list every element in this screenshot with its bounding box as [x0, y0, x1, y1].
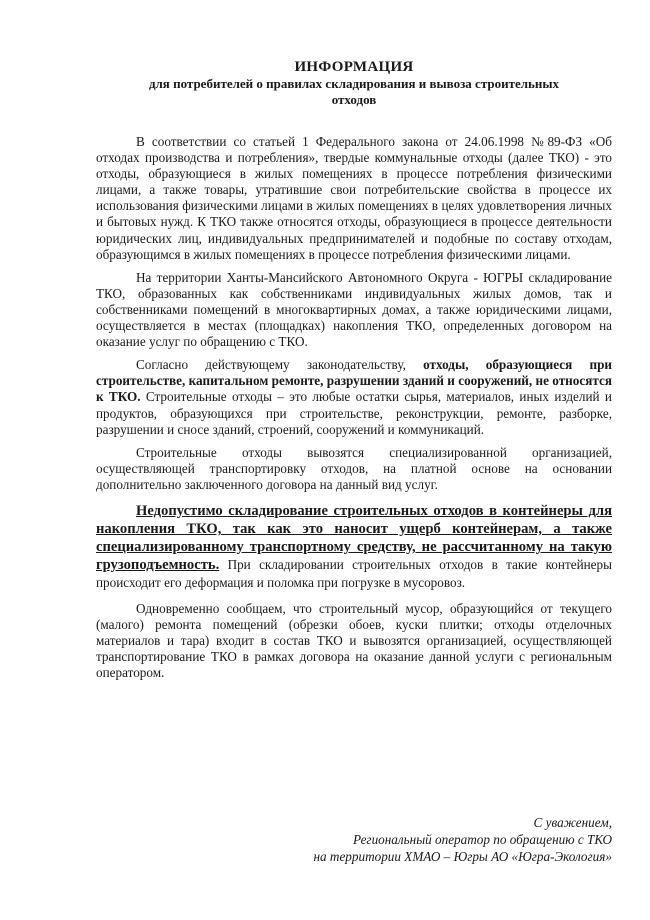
paragraph-territory: На территории Ханты-Мансийского Автономного Округа - ЮГРЫ складирование ТКО, образованных как собственниками индивидуальных жилых домов, так и собственниками помещений в многоквартирных домах, а также юридическими лицами, осуществляется в местах (площадках) накопления ТКО, определенных договором на оказание услуг по обращению с ТКО. [96, 269, 612, 350]
document-title: ИНФОРМАЦИЯ [294, 59, 414, 75]
paragraph-legislation [96, 357, 612, 437]
paragraph-warning [96, 502, 612, 592]
signature-block [313, 814, 612, 865]
signature-greeting: С уважением, [533, 815, 612, 830]
paragraph-removal: Строительные отходы вывозятся специализированной организацией, осуществляющей транспортировку отходов, на платной основе на основании дополнительно заключенного договора на данный вид услуг. [96, 444, 612, 492]
document-subtitle: для потребителей о правилах складирования и вывоза строительных отходов [148, 76, 560, 107]
legislation-intro: Согласно действующему законодательству, [136, 357, 424, 373]
paragraph-repair-waste: Одновременно сообщаем, что строительный мусор, образующийся от текущего (малого) ремонта помещений (обрезки обоев, куски плитки; отходы отделочных материалов и тара) входит в состав ТКО и вывозятся организацией, осуществляющей транспортирование ТКО в рамках договора на оказание данной услуги с региональным оператором. [96, 600, 612, 681]
warning-consequence: При складировании строительных отходов в такие контейнеры происходит его деформация и поломка при погрузке в мусоровоз. [96, 556, 612, 590]
document-body [96, 134, 612, 681]
signature-operator: Региональный оператор по обращению с ТКО [353, 832, 612, 847]
paragraph-definition: В соответствии со статьей 1 Федерального закона от 24.06.1998 №89-ФЗ «Об отходах производства и потребления», твердые коммунальные отходы (далее ТКО) - это отходы, образующиеся в жилых помещениях в процессе потребления физическими лицами, а также товары, утратившие свои потребительские свойства в процессе их использования физическими лицами в жилых помещениях в целях удовлетворения личных и бытовых нужд. К ТКО также относятся отходы, образующиеся в процессе деятельности юридических лиц, индивидуальных предпринимателей и подобные по составу отходам, образующимся в жилых помещениях в процессе потребления физическими лицами. [96, 134, 612, 262]
legislation-definition: Строительные отходы – это любые остатки сырья, материалов, иных изделий и продуктов, образующихся при строительстве, реконструкции, ремонте, разборке, разрушении и сносе зданий, строений, сооружений и коммуникаций. [96, 389, 612, 437]
legislation-bold-statement: отходы, образующиеся при строительстве, капитальном ремонте, разрушении зданий и сооружений, не относятся к ТКО. [96, 357, 613, 405]
warning-emphasis: Недопустимо складирование строительных отходов в контейнеры для накопления ТКО, так как это наносит ущерб контейнерам, а также специализированному транспортному средству, не рассчитанному на такую грузоподъемность. [96, 502, 612, 573]
signature-territory: на территории ХМАО – Югры АО «Югра-Экология» [313, 849, 612, 864]
